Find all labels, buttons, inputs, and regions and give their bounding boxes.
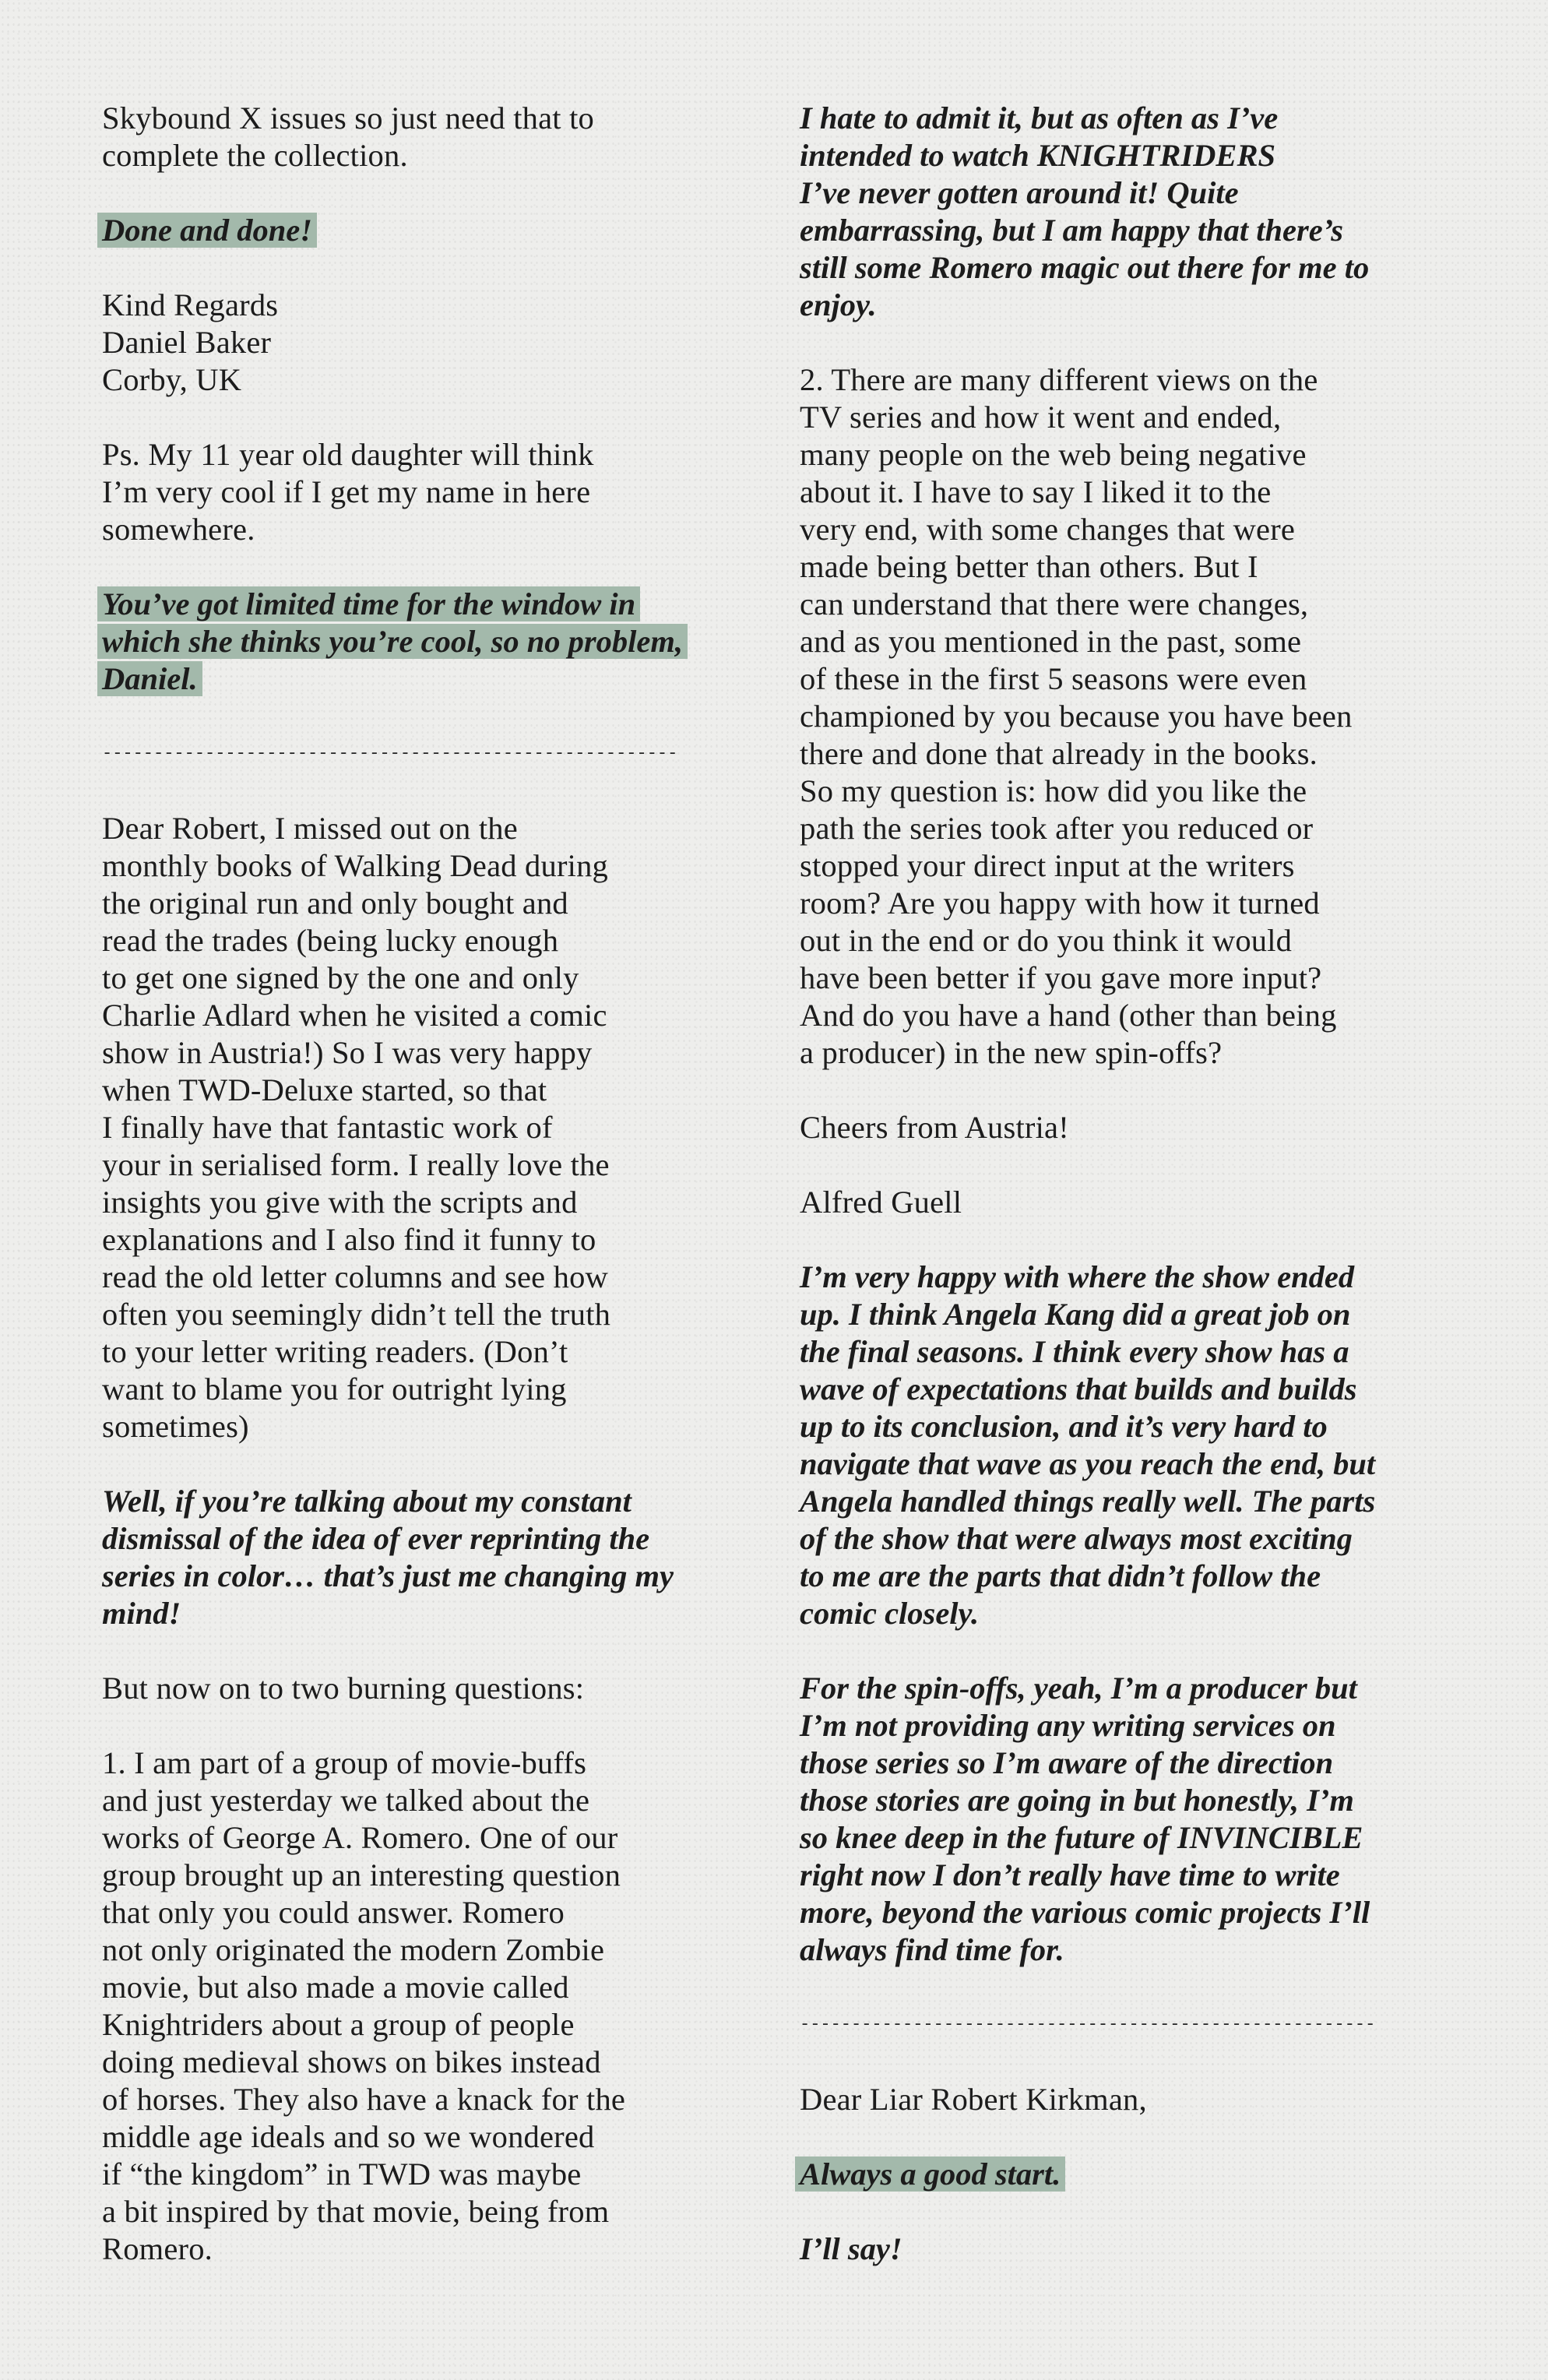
text-line: up to its conclusion, and it’s very hard to <box>800 1409 1328 1444</box>
text-line: read the old letter columns and see how <box>102 1259 608 1294</box>
text-line: doing medieval shows on bikes instead <box>102 2044 601 2079</box>
right-column <box>800 100 1446 2305</box>
text-line: group brought up an interesting question <box>102 1857 621 1892</box>
text-line: works of George A. Romero. One of our <box>102 1820 618 1855</box>
section-divider: -------------------------------------------------------- <box>800 2015 1376 2034</box>
letter-signature <box>800 1184 1446 1221</box>
text-line: your in serialised form. I really love the <box>102 1147 610 1182</box>
text-line: and just yesterday we talked about the <box>102 1783 590 1818</box>
text-line: Angela handled things really well. The parts <box>800 1484 1376 1519</box>
text-line: show in Austria!) So I was very happy <box>102 1035 593 1070</box>
text-line: have been better if you gave more input? <box>800 960 1322 995</box>
text-line: not only originated the modern Zombie <box>102 1932 605 1967</box>
text-line: intended to watch KNIGHTRIDERS <box>800 138 1275 173</box>
editor-reply <box>800 1670 1446 1969</box>
text-line: I’m not providing any writing services on <box>800 1708 1336 1743</box>
text-line: monthly books of Walking Dead during <box>102 848 608 883</box>
section-divider: -------------------------------------------------------- <box>102 744 678 763</box>
text-line: of horses. They also have a knack for the <box>102 2082 626 2117</box>
text-line: to your letter writing readers. (Don’t <box>102 1334 568 1369</box>
text-line: complete the collection. <box>102 138 408 173</box>
text-line: Charlie Adlard when he visited a comic <box>102 998 607 1033</box>
text-line: a bit inspired by that movie, being from <box>102 2194 610 2229</box>
text-line: still some Romero magic out there for me to <box>800 250 1370 285</box>
text-line: about it. I have to say I liked it to the <box>800 474 1272 509</box>
editor-reply <box>800 2156 1446 2193</box>
text-line: 1. I am part of a group of movie-buffs <box>102 1745 587 1780</box>
text-line: those series so I’m aware of the direction <box>800 1745 1334 1780</box>
text-line: enjoy. <box>800 287 877 322</box>
text-line: of the show that were always most exciting <box>800 1521 1353 1556</box>
text-line: Knightriders about a group of people <box>102 2007 575 2042</box>
text-line: often you seemingly didn’t tell the truth <box>102 1297 611 1332</box>
text-line: when TWD-Deluxe started, so that <box>102 1072 547 1107</box>
text-line: of these in the first 5 seasons were even <box>800 661 1307 696</box>
text-line: a producer) in the new spin-offs? <box>800 1035 1223 1070</box>
text-line: Dear Liar Robert Kirkman, <box>800 2082 1147 2117</box>
text-line: Kind Regards <box>102 287 279 322</box>
question-one <box>102 1745 741 2268</box>
text-line: I finally have that fantastic work of <box>102 1110 553 1145</box>
text-line: middle age ideals and so we wondered <box>102 2119 595 2154</box>
text-line: I’ve never gotten around it! Quite <box>800 175 1239 210</box>
editor-reply <box>102 586 741 698</box>
text-line: there and done that already in the books. <box>800 736 1318 771</box>
text-line: And do you have a hand (other than being <box>800 998 1337 1033</box>
text-line: the final seasons. I think every show has a <box>800 1334 1349 1369</box>
text-line: movie, but also made a movie called <box>102 1970 569 2005</box>
text-line: Alfred Guell <box>800 1185 962 1220</box>
highlighted-reply: Daniel. <box>97 661 202 696</box>
text-line: read the trades (being lucky enough <box>102 923 559 958</box>
text-line: championed by you because you have been <box>800 699 1353 734</box>
text-line: Daniel Baker <box>102 325 272 360</box>
text-line: more, beyond the various comic projects I’ll <box>800 1895 1370 1930</box>
text-line: I’ll say! <box>800 2231 902 2266</box>
editor-reply <box>102 1483 741 1632</box>
editor-reply <box>800 1259 1446 1632</box>
text-line: and as you mentioned in the past, some <box>800 624 1302 659</box>
text-line: always find time for. <box>800 1932 1064 1967</box>
highlighted-reply: You’ve got limited time for the window in <box>97 586 640 621</box>
text-line: very end, with some changes that were <box>800 512 1296 547</box>
text-line: stopped your direct input at the writers <box>800 848 1295 883</box>
editor-reply <box>102 212 741 249</box>
text-line: right now I don’t really have time to write <box>800 1857 1340 1892</box>
text-line: insights you give with the scripts and <box>102 1185 578 1220</box>
text-line: I’m very cool if I get my name in here <box>102 474 591 509</box>
text-line: path the series took after you reduced or <box>800 811 1314 846</box>
text-line: many people on the web being negative <box>800 437 1307 472</box>
highlighted-reply: Always a good start. <box>795 2156 1065 2192</box>
letter-greeting <box>800 2081 1446 2118</box>
text-line: if “the kingdom” in TWD was maybe <box>102 2156 582 2192</box>
text-line: to me are the parts that didn’t follow the <box>800 1558 1321 1593</box>
text-line: I hate to admit it, but as often as I’ve <box>800 100 1279 136</box>
questions-intro <box>102 1670 741 1707</box>
text-line: room? Are you happy with how it turned <box>800 885 1320 921</box>
text-line: to get one signed by the one and only <box>102 960 579 995</box>
signoff <box>102 287 741 399</box>
text-line: series in color… that’s just me changing my <box>102 1558 674 1593</box>
text-line: TV series and how it went and ended, <box>800 400 1282 435</box>
text-line: the original run and only bought and <box>102 885 568 921</box>
text-line: that only you could answer. Romero <box>102 1895 565 1930</box>
text-line: So my question is: how did you like the <box>800 773 1307 808</box>
highlighted-reply: Done and done! <box>97 213 317 248</box>
text-line: can understand that there were changes, <box>800 586 1309 621</box>
text-line: For the spin-offs, yeah, I’m a producer but <box>800 1671 1357 1706</box>
text-line: 2. There are many different views on the <box>800 362 1318 397</box>
text-line: dismissal of the idea of ever reprinting the <box>102 1521 650 1556</box>
letter-paragraph <box>102 100 741 174</box>
text-line: Ps. My 11 year old daughter will think <box>102 437 594 472</box>
text-line: Well, if you’re talking about my constant <box>102 1484 632 1519</box>
text-line: sometimes) <box>102 1409 249 1444</box>
text-line: Skybound X issues so just need that to <box>102 100 594 136</box>
text-line: those stories are going in but honestly, I’m <box>800 1783 1354 1818</box>
left-column <box>102 100 741 2305</box>
text-line: out in the end or do you think it would <box>800 923 1293 958</box>
text-line: mind! <box>102 1596 181 1631</box>
text-line: want to blame you for outright lying <box>102 1371 567 1407</box>
text-line: navigate that wave as you reach the end, but <box>800 1446 1376 1481</box>
text-line: made being better than others. But I <box>800 549 1258 584</box>
postscript <box>102 436 741 548</box>
text-line: Dear Robert, I missed out on the <box>102 811 518 846</box>
text-line: But now on to two burning questions: <box>102 1671 585 1706</box>
text-line: explanations and I also find it funny to <box>102 1222 596 1257</box>
text-line: embarrassing, but I am happy that there’s <box>800 213 1343 248</box>
text-line: so knee deep in the future of INVINCIBLE <box>800 1820 1363 1855</box>
text-line: comic closely. <box>800 1596 980 1631</box>
cheers-line <box>800 1109 1446 1146</box>
text-line: up. I think Angela Kang did a great job on <box>800 1297 1351 1332</box>
editor-reply <box>800 100 1446 324</box>
text-line: somewhere. <box>102 512 255 547</box>
text-line: I’m very happy with where the show ended <box>800 1259 1355 1294</box>
text-line: wave of expectations that builds and builds <box>800 1371 1357 1407</box>
text-line: Romero. <box>102 2231 213 2266</box>
letter-body <box>102 810 741 1445</box>
question-two <box>800 361 1446 1072</box>
editor-reply <box>800 2230 1446 2268</box>
text-line: Corby, UK <box>102 362 242 397</box>
highlighted-reply: which she thinks you’re cool, so no problem, <box>97 624 688 659</box>
text-line: Cheers from Austria! <box>800 1110 1069 1145</box>
